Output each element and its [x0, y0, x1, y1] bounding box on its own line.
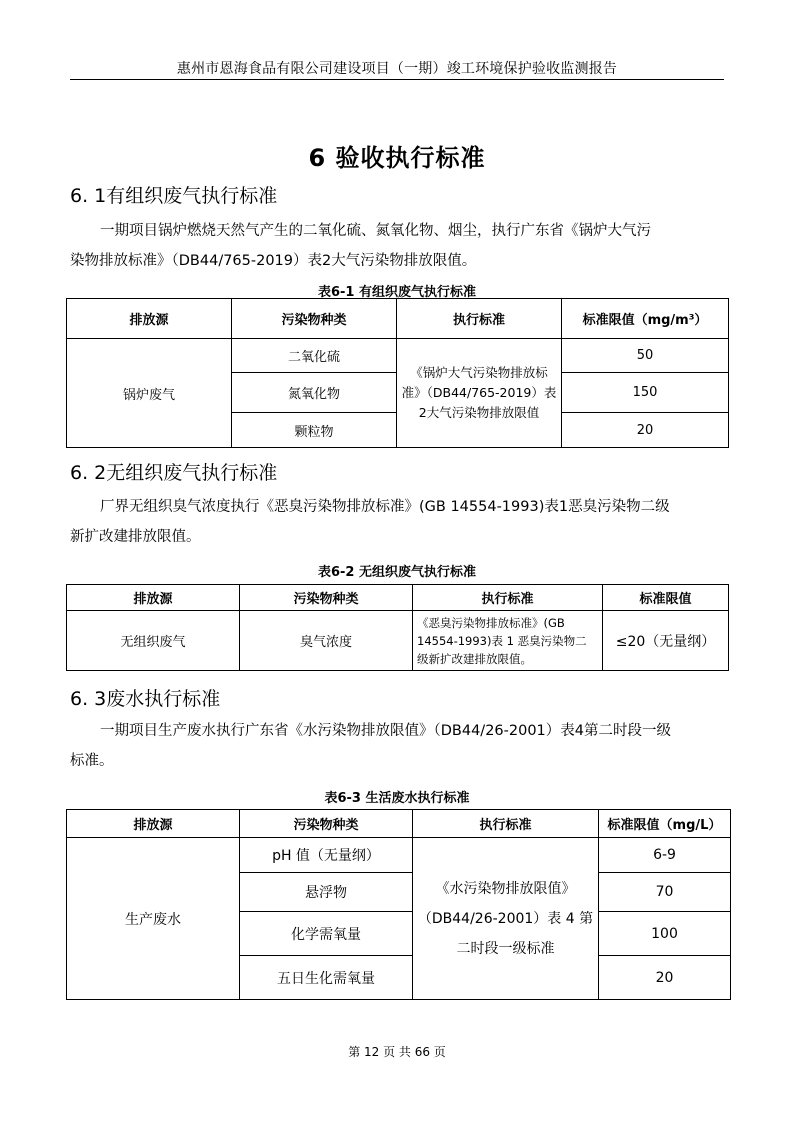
limit-cell: 100: [599, 912, 731, 956]
column-header: 排放源: [67, 810, 240, 838]
pollutant-cell: 氮氧化物: [232, 373, 397, 413]
section-title-6-2: 6. 2无组织废气执行标准: [70, 462, 278, 484]
table-caption-6-2: 表6-2 无组织废气执行标准: [317, 565, 476, 580]
standard-cell: 《水污染物排放限值》（DB44/26-2001）表 4 第二时段一级标准: [413, 838, 599, 1000]
column-header: 标准限值: [603, 585, 729, 611]
section-6-1-paragraph: [70, 216, 724, 276]
column-header: 污染物种类: [232, 299, 397, 339]
pollutant-cell: 臭气浓度: [240, 611, 413, 671]
emission-source-cell: 无组织废气: [67, 611, 240, 671]
report-header: 惠州市恩海食品有限公司建设项目（一期）竣工环境保护验收监测报告: [176, 61, 618, 77]
column-header: 排放源: [67, 299, 232, 339]
emission-source-cell: 生产废水: [67, 838, 240, 1000]
table-6-2: [66, 584, 729, 671]
standard-cell: 《恶臭污染物排放标准》(GB 14554-1993)表 1 恶臭污染物二级新扩改建排放限值。: [413, 611, 603, 671]
limit-cell: 50: [562, 339, 729, 373]
table-6-1: [66, 298, 729, 448]
table-row: [67, 611, 729, 671]
page-number: 第 12 页 共 66 页: [348, 1045, 446, 1059]
paragraph-line: 一期项目锅炉燃烧天然气产生的二氧化硫、氮氧化物、烟尘，执行广东省《锅炉大气污: [100, 223, 651, 239]
pollutant-cell: 二氧化硫: [232, 339, 397, 373]
column-header: 执行标准: [397, 299, 562, 339]
table-row: [67, 339, 729, 373]
section-title-6-1: 6. 1有组织废气执行标准: [70, 185, 278, 207]
pollutant-cell: 化学需氧量: [240, 912, 413, 956]
header-divider: [70, 79, 724, 80]
column-header: 排放源: [67, 585, 240, 611]
section-title-6-3: 6. 3废水执行标准: [70, 688, 221, 710]
limit-cell: 6-9: [599, 838, 731, 873]
table-6-3: [66, 809, 731, 1000]
standard-cell: 《锅炉大气污染物排放标准》（DB44/765-2019）表2大气污染物排放限值: [397, 339, 562, 448]
table-row: [67, 838, 731, 873]
limit-cell: 150: [562, 373, 729, 413]
column-header: 执行标准: [413, 585, 603, 611]
emission-source-cell: 锅炉废气: [67, 339, 232, 448]
pollutant-cell: 五日生化需氧量: [240, 956, 413, 1000]
section-6-3-paragraph: [70, 716, 724, 776]
limit-cell: ≤20（无量纲）: [603, 611, 729, 671]
chapter-title: 6 验收执行标准: [308, 144, 486, 172]
limit-cell: 20: [599, 956, 731, 1000]
column-header: 执行标准: [413, 810, 599, 838]
column-header: 标准限值（mg/L）: [599, 810, 731, 838]
limit-cell: 20: [562, 413, 729, 448]
pollutant-cell: 颗粒物: [232, 413, 397, 448]
paragraph-line: 染物排放标准》（DB44/765-2019）表2大气污染物排放限值。: [70, 253, 477, 269]
column-header: 污染物种类: [240, 810, 413, 838]
limit-cell: 70: [599, 873, 731, 912]
pollutant-cell: 悬浮物: [240, 873, 413, 912]
column-header: 标准限值（mg/m³）: [562, 299, 729, 339]
section-6-2-paragraph: [70, 492, 724, 552]
paragraph-line: 标准。: [70, 753, 114, 769]
table-caption-6-3: 表6-3 生活废水执行标准: [324, 791, 470, 806]
table-caption-6-1: 表6-1 有组织废气执行标准: [317, 285, 476, 300]
column-header: 污染物种类: [240, 585, 413, 611]
paragraph-line: 新扩改建排放限值。: [70, 529, 201, 545]
pollutant-cell: pH 值（无量纲）: [240, 838, 413, 873]
paragraph-line: 厂界无组织臭气浓度执行《恶臭污染物排放标准》(GB 14554-1993)表1恶臭污染物二级: [100, 499, 670, 515]
paragraph-line: 一期项目生产废水执行广东省《水污染物排放限值》（DB44/26-2001）表4第二时段一级: [100, 723, 672, 739]
